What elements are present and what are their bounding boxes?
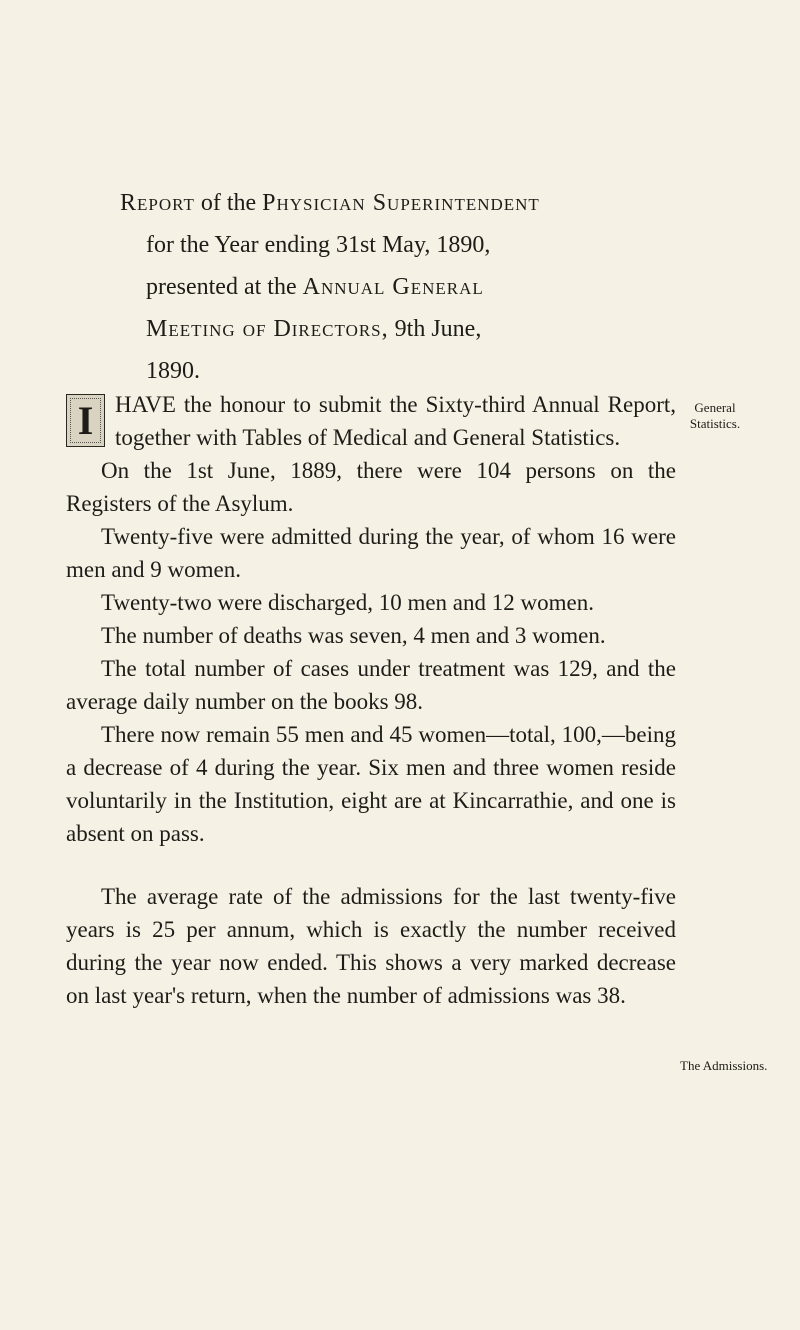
paragraph-1: I HAVE the honour to submit the Sixty-third Annual Report, together with Tables of Medical and General Statistics. — [66, 388, 676, 454]
report-body — [66, 388, 676, 1012]
title-line-5: 1890. — [146, 358, 200, 384]
title-line-2: for the Year ending 31st May, 1890, — [146, 232, 491, 258]
paragraph-4: Twenty-two were discharged, 10 men and 12 women. — [101, 590, 594, 615]
title-line-4: Meeting of Directors, 9th June, — [146, 316, 482, 342]
paragraph-2: On the 1st June, 1889, there were 104 persons on the Registers of the Asylum. — [66, 458, 676, 516]
paragraph-7: There now remain 55 men and 45 women—total, 100,—being a decrease of 4 during the year. Six men and three women reside voluntarily in the Institution, eight are at Kincarrathie, and one is absent on pass. — [66, 722, 676, 846]
paragraph-8: The average rate of the admissions for the last twenty-five years is 25 per annum, which is exactly the number received during the year now ended. This shows a very marked decrease on last year's return, when the number of admissions was 38. — [66, 884, 676, 1008]
margin-note-general-statistics: General Statistics. — [689, 400, 741, 431]
title-line-1: Report of the Physician Superintendent — [120, 190, 540, 216]
report-title — [120, 182, 685, 392]
title-line-3: presented at the Annual General — [146, 274, 484, 300]
paragraph-6: The total number of cases under treatment was 129, and the average daily number on the books 98. — [66, 656, 676, 714]
margin-note-admissions: The Admissions. — [680, 1058, 768, 1073]
paragraph-5: The number of deaths was seven, 4 men and 3 women. — [101, 623, 606, 648]
paragraph-3: Twenty-five were admitted during the year, of whom 16 were men and 9 women. — [66, 524, 676, 582]
decorated-initial: I — [66, 394, 105, 447]
